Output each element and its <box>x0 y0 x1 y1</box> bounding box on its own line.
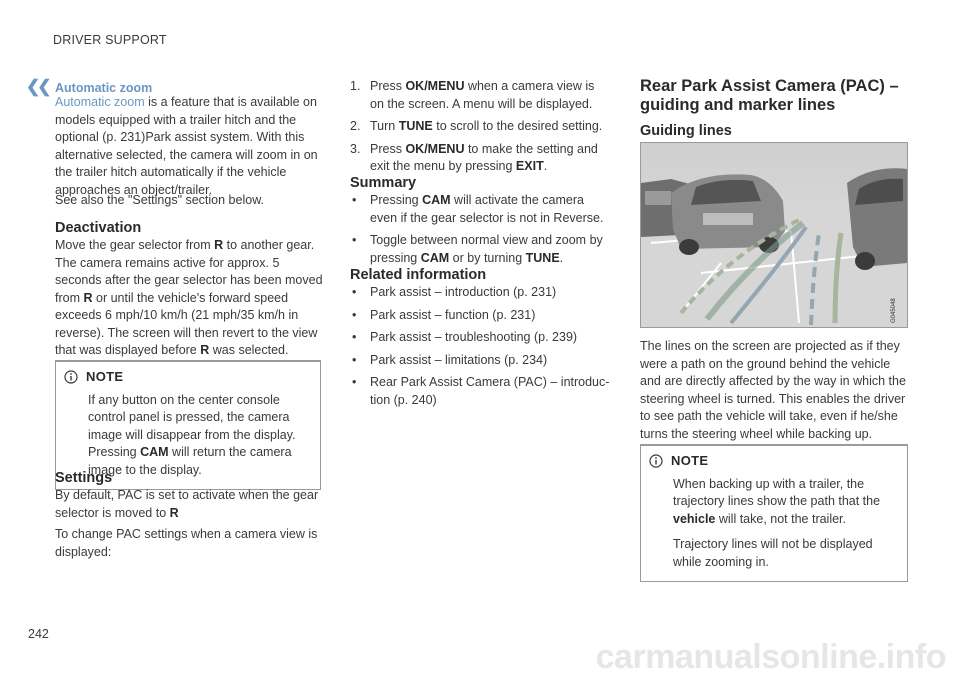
guiding-lines-heading: Guiding lines <box>640 123 732 139</box>
guiding-lines-paragraph: The lines on the screen are projected as if they were a path on the ground behind the vehicle and are directly affected by the way in which the steering wheel is turned. This enables the driver to see path the vehicle will take, even if he/she turns the steering wheel while backing up. <box>640 339 906 441</box>
section-title: Rear Park Assist Camera (PAC) – guiding and marker lines <box>640 77 899 114</box>
step-item: 3. Press OK/MENU to make the setting and exit the menu by pressing EXIT. <box>350 141 598 173</box>
related-link[interactable]: • Park assist – troubleshooting (p. 239) <box>352 330 578 344</box>
related-link[interactable]: • Park assist – limitations (p. 234) <box>352 352 548 367</box>
figure-code: G045048 <box>891 298 897 323</box>
summary-item: • Toggle between normal view and zoom by pressing CAM or by turning TUNE. <box>352 233 603 265</box>
back-chevron-icon[interactable]: ❮❮ <box>26 77 49 96</box>
see-also-text: See also the "Settings" section below. <box>55 193 265 207</box>
info-icon <box>64 370 78 384</box>
summary-item: • Pressing CAM will activate the camera even if the gear selector is not in Reverse. <box>352 193 604 225</box>
automatic-zoom-heading: Automatic zoom <box>55 81 153 95</box>
automatic-zoom-paragraph: Automatic zoom is a feature that is available on models equipped with a trailer hitch and the optional (p. 231)Park assist system. With this alternative selected, the camera will zoom in on the trailer hitch automatically if the vehicle approaches an object/trailer. <box>55 95 318 197</box>
related-link[interactable]: • Rear Park Assist Camera (PAC) – introduction (p. 240) <box>352 375 610 407</box>
note-text-2: Trajectory lines will not be displayed while zooming in. <box>673 537 873 569</box>
summary-list <box>350 192 610 272</box>
watermark-logo: carmanualsonline.info <box>595 638 946 676</box>
settings-heading: Settings <box>55 470 113 486</box>
deactivation-heading: Deactivation <box>55 220 142 236</box>
section-header: DRIVER SUPPORT <box>53 33 167 47</box>
automatic-zoom-link[interactable]: Automatic zoom <box>55 95 145 109</box>
note-text: If any button on the center console control panel is pressed, the camera image will disappear from the display. Pressing CAM will return the camera image to the display. <box>88 392 296 477</box>
steps-list <box>350 78 610 181</box>
note-title: NOTE <box>86 369 124 384</box>
related-info-heading: Related information <box>350 267 487 283</box>
deactivation-paragraph: Move the gear selector from R to another gear. The camera remains active for approx. 5 seconds after the gear selector has been moved from R or until the vehicle's forward speed exceeds 6 mph/10 km/h (21 mph/35 km/h in reverse). The screen will then revert to the view that was displayed before R was selected. <box>55 238 323 357</box>
guiding-lines-figure <box>640 142 908 328</box>
info-icon <box>649 454 663 468</box>
settings-paragraph: By default, PAC is set to activate when the gear selector is moved to R <box>55 488 319 520</box>
related-link[interactable]: • Park assist – function (p. 231) <box>352 307 536 322</box>
step-item: 2. Turn TUNE to scroll to the desired setting. <box>350 119 603 133</box>
related-link[interactable]: • Park assist – introduction (p. 231) <box>352 285 557 299</box>
related-info-list <box>350 284 610 414</box>
parking-camera-illustration <box>641 143 907 327</box>
summary-heading: Summary <box>350 175 417 191</box>
note-text: When backing up with a trailer, the trajectory lines show the path that the vehicle will take, not the trailer. <box>673 476 881 526</box>
step-item: 1. Press OK/MENU when a camera view is on the screen. A menu will be displayed. <box>350 79 595 111</box>
page-number: 242 <box>28 627 49 641</box>
settings-paragraph-2: To change PAC settings when a camera view is displayed: <box>55 527 318 559</box>
note-box-right <box>640 444 908 582</box>
note-title: NOTE <box>671 453 709 468</box>
